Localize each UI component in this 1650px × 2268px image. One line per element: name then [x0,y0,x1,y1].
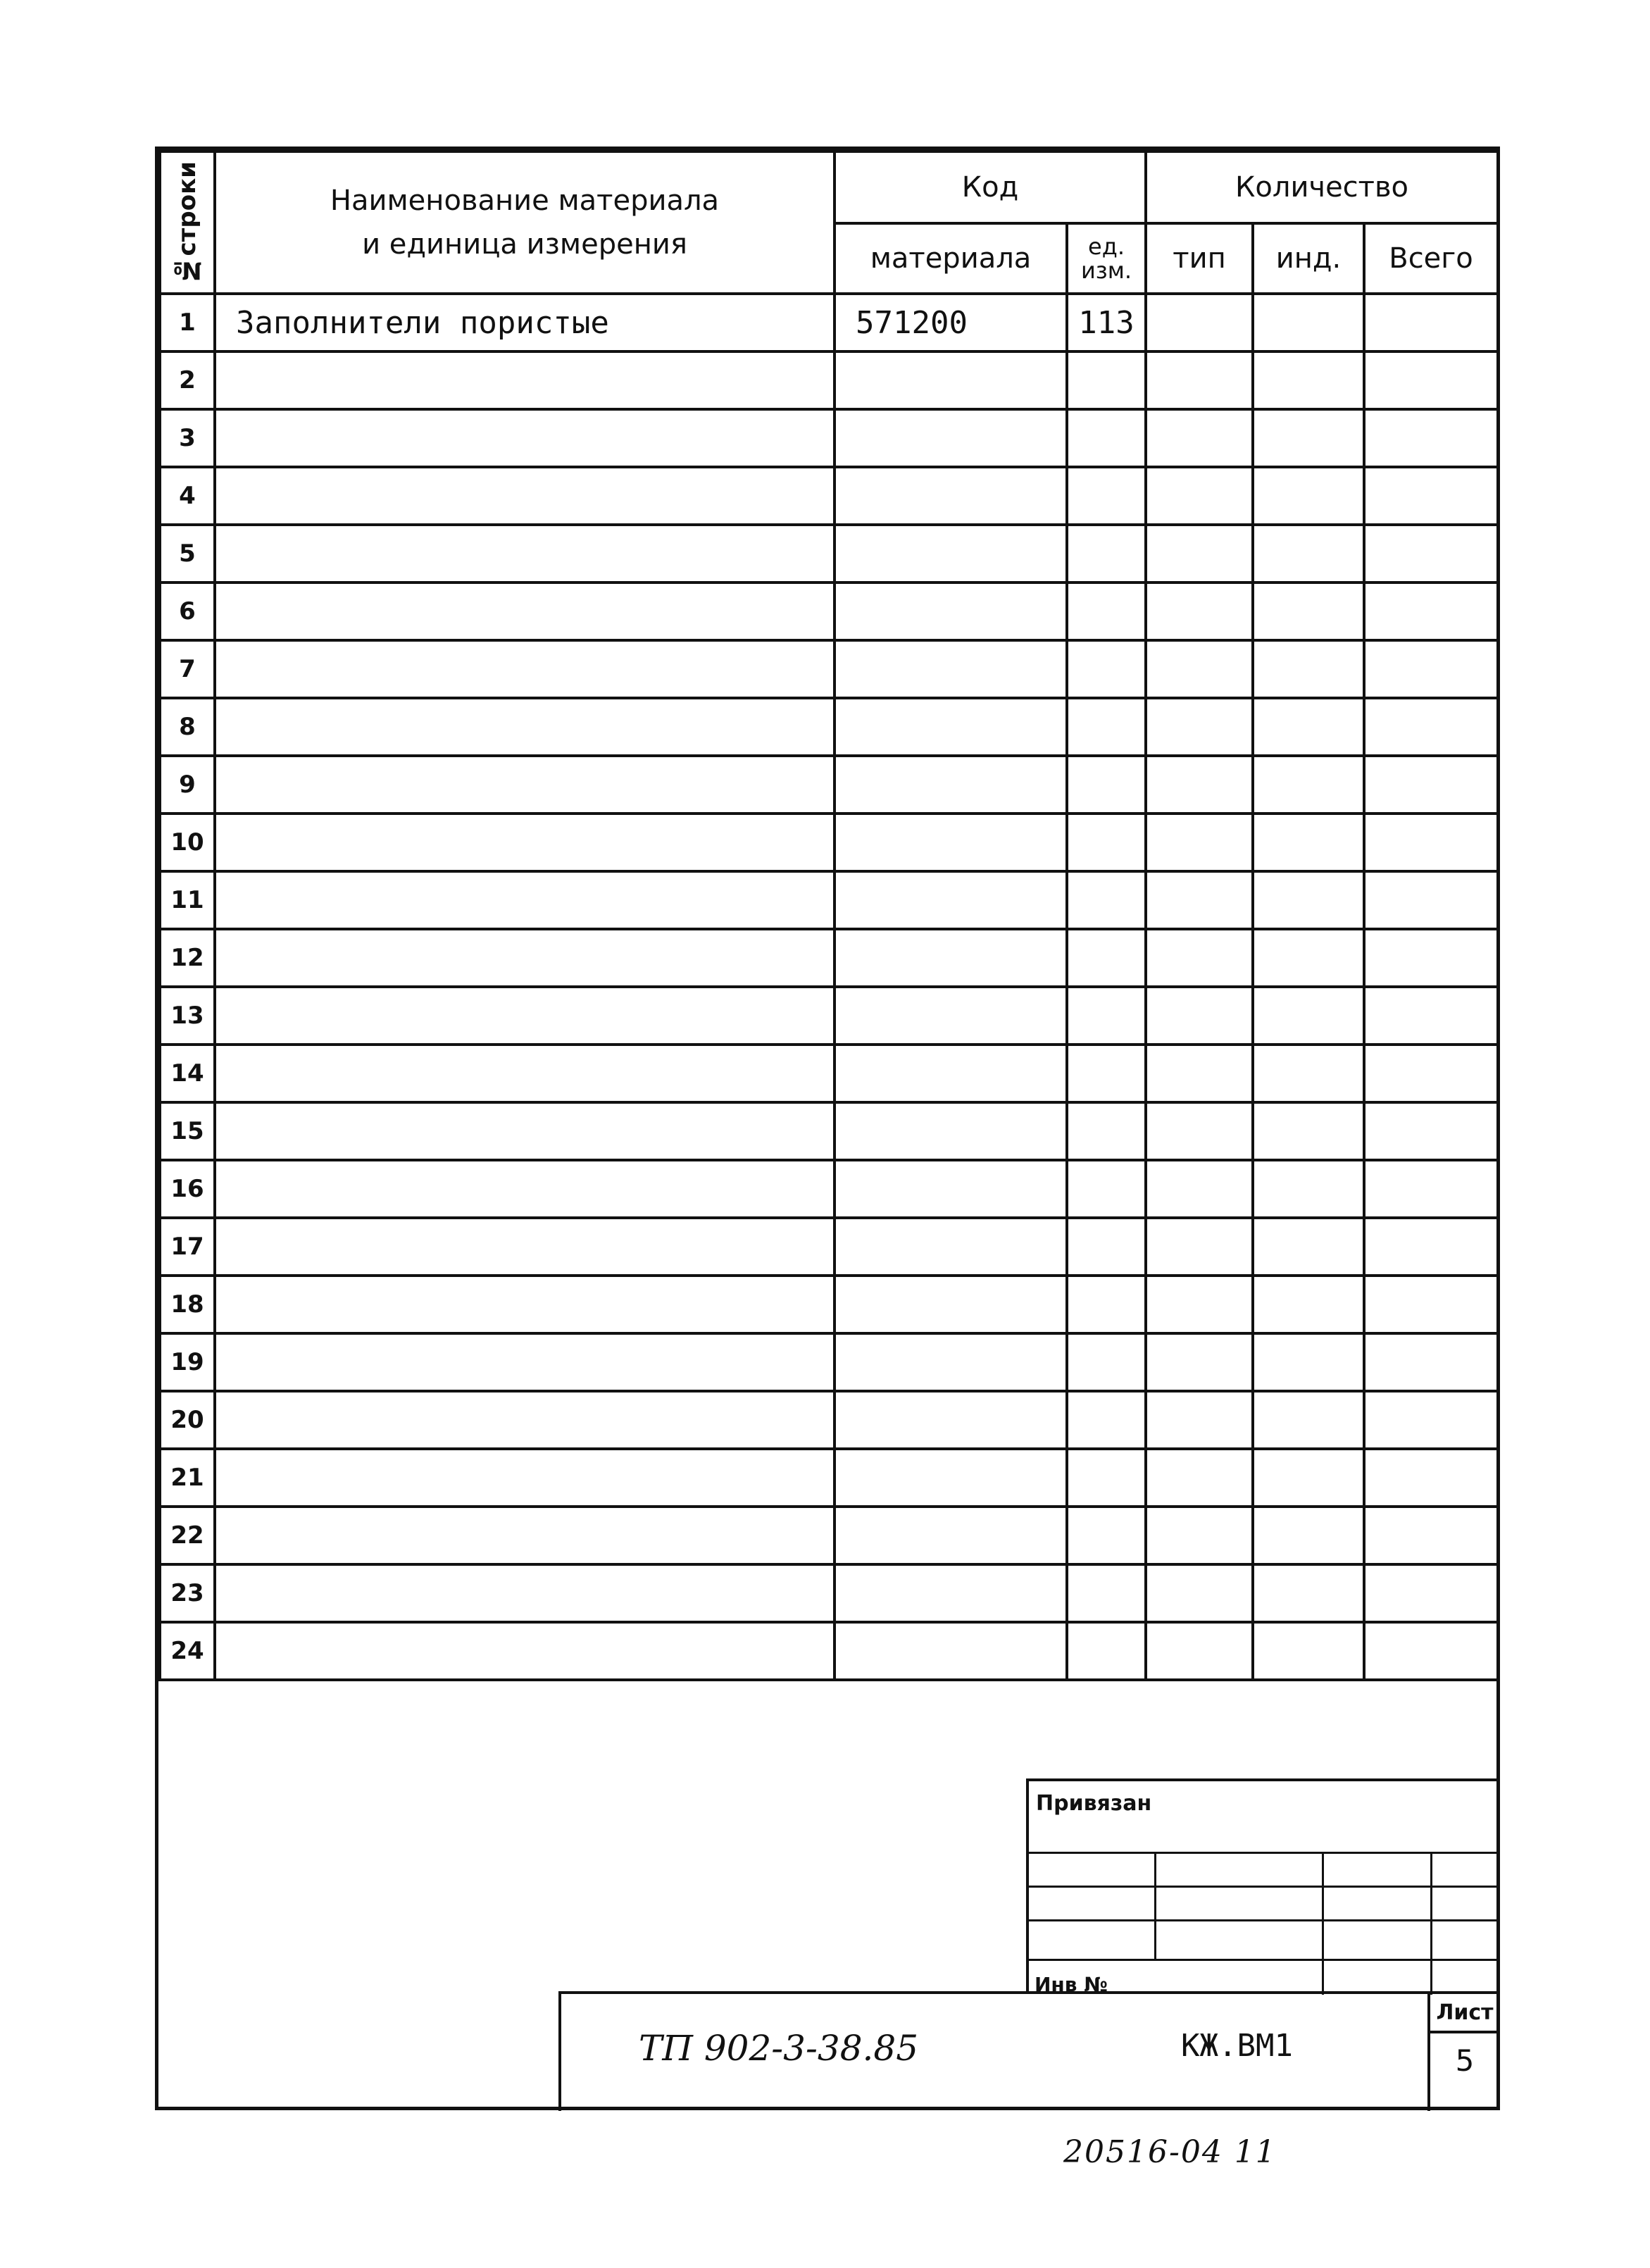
row-number-cell: 23 [160,1564,215,1622]
material-code-cell [835,987,1067,1045]
material-code-cell [835,1160,1067,1218]
materials-table [158,150,1499,1681]
total-qty-cell [1364,1391,1498,1449]
row-number-cell: 17 [160,1218,215,1276]
unit-code-cell [1067,1102,1146,1160]
unit-code-cell [1067,987,1146,1045]
row-number-cell: 4 [160,467,215,525]
ind-qty-cell [1253,698,1364,756]
total-qty-cell [1364,1276,1498,1333]
sheet-number: 5 [1455,2043,1475,2078]
material-code-cell [835,1276,1067,1333]
row-number-cell: 5 [160,525,215,582]
row-number-cell: 20 [160,1391,215,1449]
material-name-cell [215,1218,835,1276]
table-row [160,351,1498,409]
ind-qty-cell [1253,525,1364,582]
total-qty-cell [1364,987,1498,1045]
total-qty-cell [1364,582,1498,640]
title-block [558,1991,1496,2111]
table-row [160,640,1498,698]
total-qty-cell [1364,1045,1498,1102]
ind-qty-cell [1253,467,1364,525]
unit-code-cell [1067,814,1146,871]
type-qty-cell [1146,1622,1253,1680]
ind-qty-cell [1253,1507,1364,1564]
total-qty-cell [1364,1160,1498,1218]
unit-code-cell [1067,351,1146,409]
row-number-cell: 22 [160,1507,215,1564]
unit-code-cell [1067,1276,1146,1333]
ind-qty-cell [1253,1102,1364,1160]
material-code-cell [835,1045,1067,1102]
total-qty-cell [1364,698,1498,756]
material-code-cell [835,467,1067,525]
type-qty-cell [1146,1449,1253,1507]
unit-code-cell [1067,1564,1146,1622]
material-name-cell [215,756,835,814]
unit-code-cell [1067,1622,1146,1680]
ind-qty-cell [1253,1045,1364,1102]
unit-code-cell [1067,409,1146,467]
row-number-cell: 9 [160,756,215,814]
row-number-header: №строки [160,151,215,294]
table-row [160,1102,1498,1160]
total-qty-cell [1364,1507,1498,1564]
table-row [160,814,1498,871]
material-name-cell [215,987,835,1045]
ind-qty-cell [1253,987,1364,1045]
table-row [160,1622,1498,1680]
total-qty-cell [1364,409,1498,467]
type-qty-cell [1146,640,1253,698]
material-code-cell [835,409,1067,467]
row-number-cell: 13 [160,987,215,1045]
unit-code-cell [1067,1507,1146,1564]
total-qty-cell [1364,1449,1498,1507]
ind-qty-cell [1253,1218,1364,1276]
total-qty-cell [1364,1333,1498,1391]
ind-qty-cell [1253,1449,1364,1507]
unit-code-cell [1067,1333,1146,1391]
total-qty-cell [1364,871,1498,929]
material-code-cell [835,1564,1067,1622]
material-name-cell [215,698,835,756]
table-row [160,1276,1498,1333]
material-name-cell [215,582,835,640]
table-row [160,1449,1498,1507]
ind-qty-cell [1253,1333,1364,1391]
total-header: Всего [1364,223,1498,294]
document-code: КЖ.ВМ1 [1181,2028,1293,2064]
unit-code-cell [1067,929,1146,987]
material-code-cell [835,525,1067,582]
material-name-cell [215,929,835,987]
unit-code-cell [1067,467,1146,525]
material-name-cell [215,1449,835,1507]
type-qty-cell [1146,929,1253,987]
table-row [160,1218,1498,1276]
unit-code-cell [1067,582,1146,640]
material-code-header: материала [835,223,1067,294]
unit-code-cell [1067,525,1146,582]
total-qty-cell [1364,929,1498,987]
table-row [160,987,1498,1045]
material-name-cell [215,351,835,409]
row-number-cell: 12 [160,929,215,987]
type-qty-cell [1146,1507,1253,1564]
unit-code-cell [1067,1160,1146,1218]
type-header: тип [1146,223,1253,294]
material-code-cell [835,351,1067,409]
ind-qty-cell [1253,1564,1364,1622]
table-row [160,294,1498,351]
material-code-cell [835,756,1067,814]
type-qty-cell [1146,525,1253,582]
type-qty-cell [1146,1160,1253,1218]
total-qty-cell [1364,1218,1498,1276]
row-number-cell: 10 [160,814,215,871]
table-row [160,1391,1498,1449]
type-qty-cell [1146,1276,1253,1333]
spec-sheet [155,147,1500,2110]
table-row [160,409,1498,467]
row-number-cell: 2 [160,351,215,409]
privyazan-stamp [1026,1778,1496,1996]
unit-code-cell [1067,698,1146,756]
type-qty-cell [1146,871,1253,929]
material-name-cell [215,1564,835,1622]
ind-qty-cell [1253,1622,1364,1680]
type-qty-cell [1146,814,1253,871]
total-qty-cell [1364,1564,1498,1622]
total-qty-cell [1364,756,1498,814]
material-name-header: Наименование материала и единица измерения [215,151,835,294]
total-qty-cell [1364,1102,1498,1160]
type-qty-cell [1146,467,1253,525]
row-number-cell: 6 [160,582,215,640]
table-row [160,871,1498,929]
material-name-cell [215,1102,835,1160]
type-qty-cell [1146,351,1253,409]
unit-code-cell [1067,871,1146,929]
unit-code-cell [1067,640,1146,698]
project-code: ТП 902-3-38.85 [639,2028,919,2069]
material-name-cell [215,1333,835,1391]
ind-header: инд. [1253,223,1364,294]
ind-qty-cell [1253,409,1364,467]
material-name-cell [215,1276,835,1333]
total-qty-cell [1364,467,1498,525]
row-number-cell: 19 [160,1333,215,1391]
type-qty-cell [1146,1045,1253,1102]
material-name-cell [215,1045,835,1102]
total-qty-cell [1364,640,1498,698]
privyazan-label: Привязан [1036,1791,1152,1816]
material-code-cell [835,1622,1067,1680]
row-number-cell: 3 [160,409,215,467]
row-number-cell: 16 [160,1160,215,1218]
row-number-cell: 11 [160,871,215,929]
table-row [160,582,1498,640]
ind-qty-cell [1253,582,1364,640]
material-name-cell: Заполнители пористые [215,294,835,351]
material-code-cell [835,1102,1067,1160]
table-row [160,1564,1498,1622]
row-number-cell: 15 [160,1102,215,1160]
unit-code-cell [1067,1045,1146,1102]
unit-code-header: ед. изм. [1067,223,1146,294]
material-name-cell [215,814,835,871]
material-code-cell [835,1391,1067,1449]
table-row [160,1160,1498,1218]
row-number-cell: 1 [160,294,215,351]
material-code-cell [835,1333,1067,1391]
unit-code-cell [1067,1391,1146,1449]
quantity-header: Количество [1146,151,1498,223]
ind-qty-cell [1253,351,1364,409]
sheet-number-box [1427,1994,1499,2111]
material-code-cell [835,929,1067,987]
material-code-cell [835,1218,1067,1276]
table-row [160,525,1498,582]
type-qty-cell [1146,582,1253,640]
material-code-cell [835,640,1067,698]
code-header: Код [835,151,1146,223]
material-code-cell [835,698,1067,756]
total-qty-cell [1364,814,1498,871]
material-code-cell [835,1449,1067,1507]
material-name-cell [215,409,835,467]
type-qty-cell [1146,409,1253,467]
type-qty-cell [1146,294,1253,351]
type-qty-cell [1146,1564,1253,1622]
footer-note: 20516-04 11 [1063,2134,1277,2170]
table-row [160,929,1498,987]
material-name-cell [215,640,835,698]
table-row [160,756,1498,814]
ind-qty-cell [1253,756,1364,814]
total-qty-cell [1364,1622,1498,1680]
row-number-cell: 14 [160,1045,215,1102]
material-name-cell [215,871,835,929]
material-code-cell [835,582,1067,640]
type-qty-cell [1146,1333,1253,1391]
inv-no-label: Инв № [1035,1973,1108,1996]
material-name-cell [215,1622,835,1680]
material-name-cell [215,1507,835,1564]
ind-qty-cell [1253,814,1364,871]
row-number-cell: 8 [160,698,215,756]
table-row [160,1045,1498,1102]
type-qty-cell [1146,1102,1253,1160]
ind-qty-cell [1253,640,1364,698]
row-number-cell: 21 [160,1449,215,1507]
type-qty-cell [1146,1391,1253,1449]
material-name-cell [215,1160,835,1218]
total-qty-cell [1364,294,1498,351]
type-qty-cell [1146,1218,1253,1276]
material-code-cell [835,1507,1067,1564]
row-number-cell: 18 [160,1276,215,1333]
material-code-cell: 571200 [835,294,1067,351]
type-qty-cell [1146,987,1253,1045]
ind-qty-cell [1253,871,1364,929]
material-name-cell [215,1391,835,1449]
material-name-cell [215,525,835,582]
material-name-cell [215,467,835,525]
unit-code-cell [1067,756,1146,814]
type-qty-cell [1146,698,1253,756]
unit-code-cell: 113 [1067,294,1146,351]
ind-qty-cell [1253,1160,1364,1218]
ind-qty-cell [1253,1391,1364,1449]
row-number-cell: 24 [160,1622,215,1680]
sheet-label: Лист [1430,1995,1499,2033]
unit-code-cell [1067,1449,1146,1507]
material-code-cell [835,814,1067,871]
table-row [160,1507,1498,1564]
ind-qty-cell [1253,1276,1364,1333]
unit-code-cell [1067,1218,1146,1276]
row-number-cell: 7 [160,640,215,698]
material-code-cell [835,871,1067,929]
table-row [160,1333,1498,1391]
ind-qty-cell [1253,294,1364,351]
ind-qty-cell [1253,929,1364,987]
type-qty-cell [1146,756,1253,814]
total-qty-cell [1364,351,1498,409]
total-qty-cell [1364,525,1498,582]
table-row [160,698,1498,756]
table-row [160,467,1498,525]
